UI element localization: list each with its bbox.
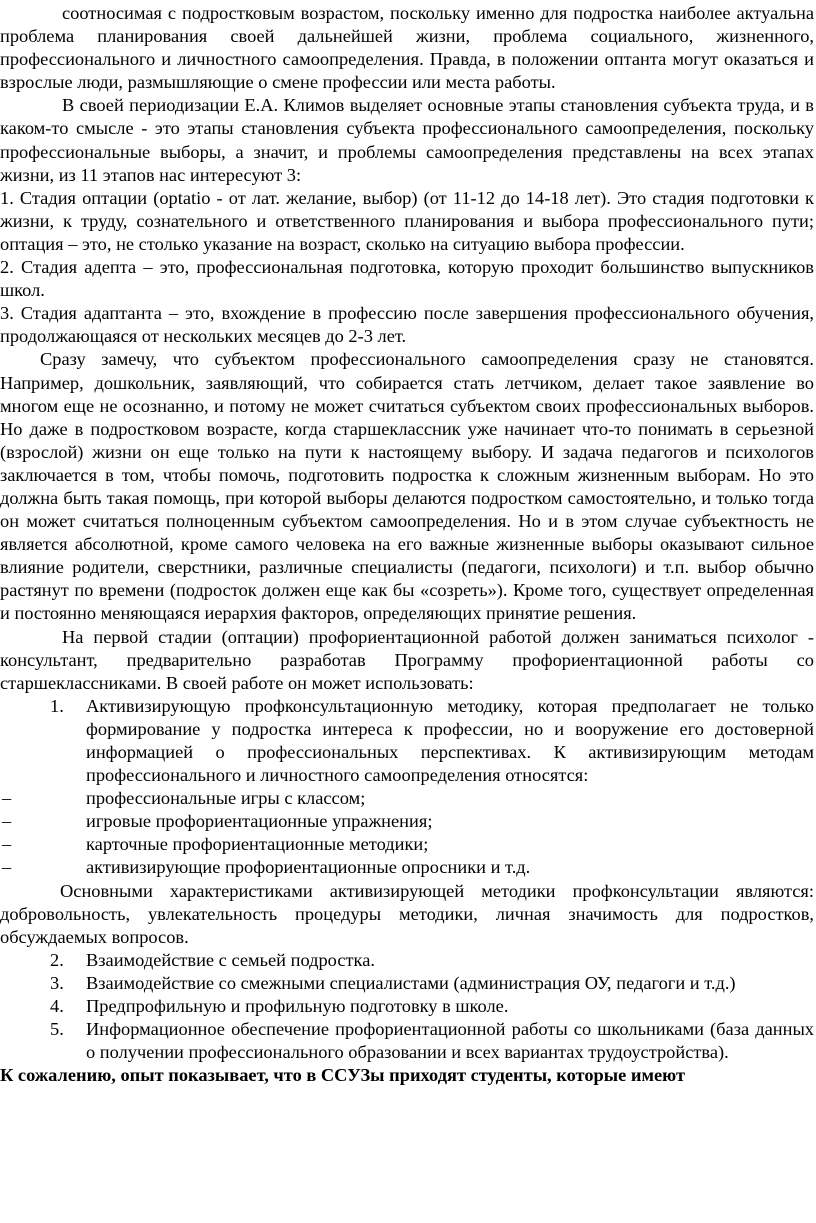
list-item-number: 1. [50,695,64,716]
list-item-text: профессиональные игры с классом; [86,788,366,809]
list-item-text: Взаимодействие с семьей подростка. [86,949,375,970]
list-item-text: Информационное обеспечение профориентационной работы со школьниками (база данных о получении профессионального образовании и всех вариантах трудоустройства). [86,1019,814,1063]
list-item-text: игровые профориентационные упражнения; [86,811,433,832]
list-item-text: Взаимодействие со смежными специалистами (администрация ОУ, педагоги и т.д.) [86,972,736,993]
dash-marker: – [2,811,12,832]
list-item-number: 3. [50,972,64,993]
list-item-number: 4. [50,996,64,1017]
list-item [0,810,814,833]
list-item [0,695,814,787]
list-item [0,856,814,879]
list-item-text: Предпрофильную и профильную подготовку в школе. [86,996,509,1017]
list-item [0,787,814,810]
paragraph-first-stage: На первой стадии (оптации) профориентационной работой должен заниматься психолог - консультант, предварительно разработав Программу профориентационной работы со старшеклассниками. В своей работе он может использовать: [0,626,814,693]
list-item-number: 2. [50,949,64,970]
list-item-number: 5. [50,1019,64,1040]
dash-marker: – [2,834,12,855]
paragraph-characteristics: Основными характеристиками активизирующей методики профконсультации являются: добровольность, увлекательность процедуры методики, личная значимость для подростков, обсуждаемых вопросов. [0,880,814,947]
numbered-list-one [0,695,814,787]
list-item [0,972,814,995]
paragraph-stage-2: 2. Стадия адепта – это, профессиональная подготовка, которую проходит большинство выпускников школ. [0,257,814,301]
paragraph-final-bold: К сожалению, опыт показывает, что в ССУЗы приходят студенты, которые имеют [0,1065,686,1086]
paragraph-klimov: В своей периодизации Е.А. Климов выделяет основные этапы становления субъекта труда, и в каком-то смысле - это этапы становления субъекта профессионального самоопределения, поскольку профессиональные выборы, а значит, и проблемы самоопределения представлены на всех этапах жизни, из 11 этапов нас интересуют 3: [0,95,814,185]
dash-marker: – [2,857,12,878]
paragraph-subject: Сразу замечу, что субъектом профессионального самоопределения сразу не становятся. Например, дошкольник, заявляющий, что собирается стать летчиком, делает такое заявление во многом еще не осознанно, и потому не может считаться субъектом своих профессиональных выборов. Но даже в подростковом возрасте, когда старшеклассник уже начинает что-то понимать в серьезной (взрослой) жизни он еще только на пути к настоящему выбору. И задача педагогов и психологов заключается в том, чтобы помочь, подготовить подростка к сложным жизненным выборам. Но это должна быть такая помощь, при которой выборы делаются подростком самостоятельно, и только тогда он может считаться полноценным субъектом самоопределения. Но и в этом случае субъектность не является абсолютной, кроме самого человека на его важные жизненные выборы оказывают сильное влияние родители, сверстники, различные специалисты (педагоги, психологи) и т.п. выбор обычно растянут по времени (подросток должен еще как бы «созреть»). Кроме того, существует определенная и постоянно меняющаяся иерархия факторов, определяющих принятие решения. [0,349,814,624]
list-item-text: активизирующие профориентационные опросники и т.д. [86,857,531,878]
list-item [0,995,814,1018]
document-page [0,2,814,1087]
dash-list [0,787,814,879]
list-item [0,833,814,856]
paragraph-stage-1: 1. Стадия оптации (optatio - от лат. желание, выбор) (от 11-12 до 14-18 лет). Это стадия подготовки к жизни, к труду, сознательного и ответственного планирования и выбора профессионального пути; оптация – это, не столько указание на возраст, сколько на ситуацию выбора профессии. [0,187,814,254]
numbered-list-two [0,949,814,1064]
paragraph-continuation: соотносимая с подростковым возрастом, поскольку именно для подростка наиболее актуальна проблема планирования своей дальнейшей жизни, проблема социального, жизненного, профессионального и личностного самоопределения. Правда, в положении оптанта могут оказаться и взрослые люди, размышляющие о смене профессии или места работы. [0,3,814,93]
list-item-text: карточные профориентационные методики; [86,834,429,855]
paragraph-stage-3: 3. Стадия адаптанта – это, вхождение в профессию после завершения профессионального обучения, продолжающаяся от нескольких месяцев до 2-3 лет. [0,303,814,347]
dash-marker: – [2,788,12,809]
list-item [0,949,814,972]
list-item [0,1018,814,1064]
list-item-text: Активизирующую профконсультационную методику, которая предполагает не только формирование у подростка интереса к профессии, но и вооружение его достоверной информацией о профессиональных перспективах. К активизирующим методам профессионального и личностного самоопределения относятся: [86,695,814,786]
